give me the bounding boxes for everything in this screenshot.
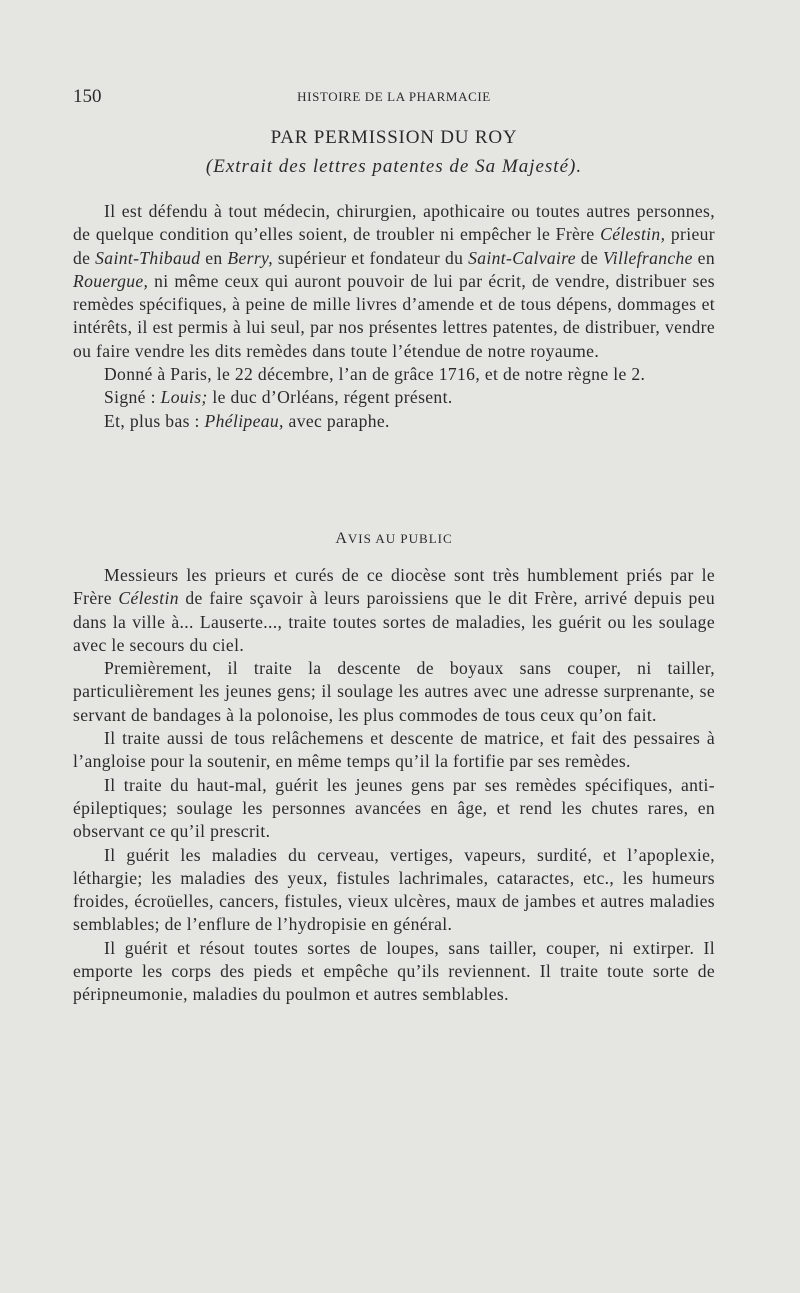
avis-heading: AVIS AU PUBLIC <box>335 530 453 547</box>
paragraph-date: Donné à Paris, le 22 décembre, l’an de grâce 1716, et de notre règne le 2. <box>104 364 646 385</box>
paragraph: Il guérit et résout toutes sortes de loupes, sans tailler, couper, ni extirper. Il emporte les corps des pieds et empêche qu’ils reviennent. Il traite toute sorte de péripneumonie, maladies du poulmon et autres semblables. <box>73 937 715 1005</box>
royal-permission-text <box>73 200 715 433</box>
paragraph: Il traite aussi de tous relâchemens et descente de matrice, et fait des pessaires à l’angloise pour la soutenir, en même temps qu’il la fortifie par ses remèdes. <box>73 728 715 772</box>
paragraph-paraph: Et, plus bas : Phélipeau, avec paraphe. <box>104 410 390 431</box>
running-title: HISTOIRE DE LA PHARMACIE <box>297 89 491 104</box>
paragraph: Il guérit les maladies du cerveau, vertiges, vapeurs, surdité, et l’apoplexie, léthargie; les maladies des yeux, fistules lachrimales, cataractes, etc., les humeurs froides, écroüelles, cancers, fistules, vieux ulcères, maux de jambes et autres maladies semblables; de l’enflure de l’hydropisie en général. <box>73 844 715 935</box>
page-number: 150 <box>73 86 102 107</box>
section-subtitle: (Extrait des lettres patentes de Sa Majesté). <box>205 156 583 177</box>
paragraph-signature: Signé : Louis; le duc d’Orléans, régent présent. <box>104 387 453 408</box>
page-header <box>73 86 715 110</box>
paragraph: Il traite du haut-mal, guérit les jeunes gens par ses remèdes spécifiques, anti-épileptiques; soulage les personnes avancées en âge, et rend les chutes rares, en observant ce qu’il prescrit. <box>73 774 715 842</box>
section-title: PAR PERMISSION DU ROY <box>270 127 518 148</box>
avis-text <box>73 564 715 1007</box>
paragraph: Il est défendu à tout médecin, chirurgien, apothicaire ou toutes autres personnes, de quelque condition qu’elles soient, de troubler ni empêcher le Frère Célestin, prieur de Saint-Thibaud en Berry, supérieur et fondateur du Saint-Calvaire de Villefranche en Rouergue, ni même ceux qui auront pouvoir de lui par écrit, de vendre, distribuer ses remèdes spécifiques, à peine de mille livres d’amende et de tous dépens, dommages et intérêts, il est permis à lui seul, par nos présentes lettres patentes, de distribuer, vendre ou faire vendre les dits remèdes dans toute l’étendue de notre royaume. <box>73 201 715 361</box>
paragraph: Premièrement, il traite la descente de boyaux sans couper, ni tailler, particulièrement les jeunes gens; il soulage les autres avec une adresse surprenante, se servant de bandages à la polonoise, les plus commodes de tous ceux qu’on fait. <box>73 658 715 725</box>
paragraph: Messieurs les prieurs et curés de ce diocèse sont très humblement priés par le Frère Célestin de faire sçavoir à leurs paroissiens que le dit Frère, arrivé depuis peu dans la ville à... Lauserte..., traite toutes sortes de maladies, les guérit ou les soulage avec le secours du ciel. <box>73 565 715 655</box>
